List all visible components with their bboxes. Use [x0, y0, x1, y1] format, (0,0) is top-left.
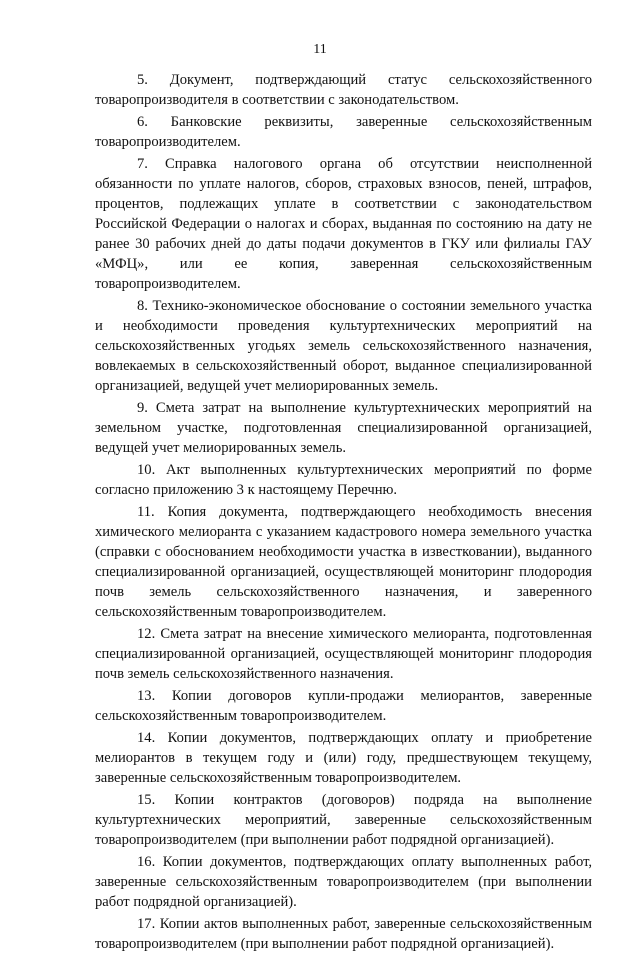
list-item: 14. Копии документов, подтверждающих оплату и приобретение мелиорантов в текущем году и (или) году, предшествующем текущему, заверенные сельскохозяйственным товаропроизводителем. [95, 730, 592, 786]
list-item: 13. Копии договоров купли-продажи мелиорантов, заверенные сельскохозяйственным товаропроизводителем. [95, 688, 592, 724]
list-item: 6. Банковские реквизиты, заверенные сельскохозяйственным товаропроизводителем. [95, 114, 592, 150]
list-item: 10. Акт выполненных культуртехнических мероприятий по форме согласно приложению 3 к настоящему Перечню. [95, 462, 592, 498]
document-body [95, 70, 592, 956]
list-item: 11. Копия документа, подтверждающего необходимость внесения химического мелиоранта с указанием кадастрового номера земельного участка (справки с обоснованием необходимости участка в известковании), выданного специализированной организацией, осуществляющей мониторинг плодородия почв земель сельскохозяйственного назначения, и заверенного сельскохозяйственным товаропроизводителем. [95, 504, 592, 620]
list-item: 7. Справка налогового органа об отсутствии неисполненной обязанности по уплате налогов, сборов, страховых взносов, пеней, штрафов, процентов, подлежащих уплате в соответствии с законодательством Российской Федерации о налогах и сборах, выданная по состоянию на дату не ранее 30 рабочих дней до даты подачи документов в ГКУ или филиалы ГАУ «МФЦ», или ее копия, заверенная сельскохозяйственным товаропроизводителем. [95, 156, 592, 292]
list-item: 16. Копии документов, подтверждающих оплату выполненных работ, заверенные сельскохозяйственным товаропроизводителем (при выполнении работ подрядной организацией). [95, 854, 592, 910]
list-item: 9. Смета затрат на выполнение культуртехнических мероприятий на земельном участке, подготовленная специализированной организацией, ведущей учет мелиорированных земель. [95, 400, 592, 456]
list-item: 15. Копии контрактов (договоров) подряда на выполнение культуртехнических мероприятий, заверенные сельскохозяйственным товаропроизводителем (при выполнении работ подрядной организацией). [95, 792, 592, 848]
page-number: 11 [313, 42, 327, 57]
list-item: 8. Технико-экономическое обоснование о состоянии земельного участка и необходимости проведения культуртехнических мероприятий на сельскохозяйственных угодьях земель сельскохозяйственного назначения, вовлекаемых в сельскохозяйственный оборот, выданное специализированной организацией, ведущей учет мелиорированных земель. [95, 298, 592, 394]
list-item: 5. Документ, подтверждающий статус сельскохозяйственного товаропроизводителя в соответствии с законодательством. [95, 72, 592, 108]
list-item: 17. Копии актов выполненных работ, заверенные сельскохозяйственным товаропроизводителем (при выполнении работ подрядной организацией). [95, 916, 592, 952]
list-item: 12. Смета затрат на внесение химического мелиоранта, подготовленная специализированной организацией, осуществляющей мониторинг плодородия почв земель сельскохозяйственного назначения. [95, 626, 592, 682]
